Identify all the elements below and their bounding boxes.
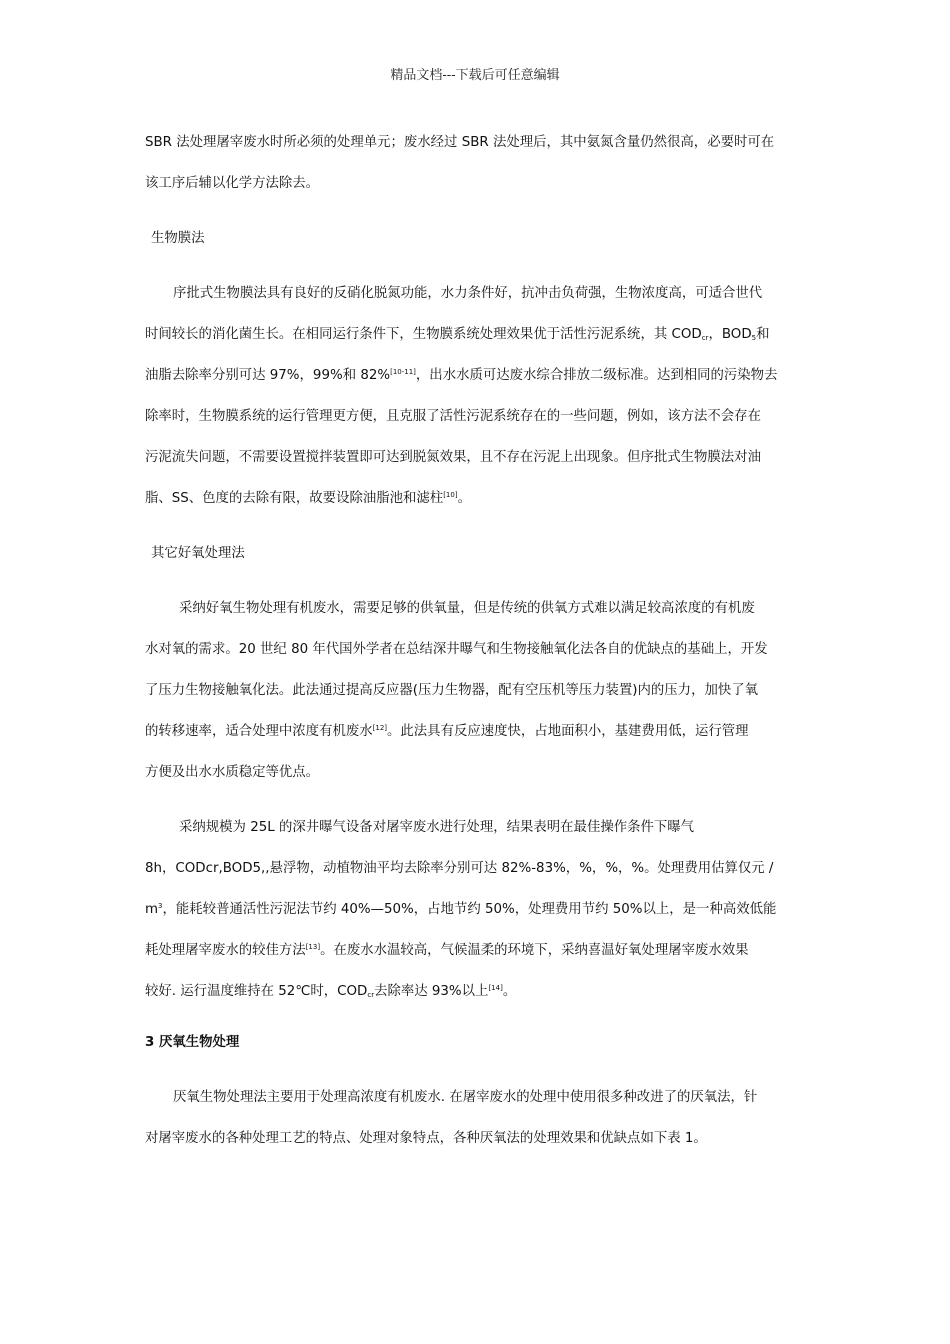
text-run: 较好. 运行温度维持在 52℃时，COD bbox=[145, 984, 368, 999]
text-line bbox=[145, 478, 805, 519]
text-line: 水对氧的需求。20 世纪 80 年代国外学者在总结深井曝气和生物接触氧化法各自的优缺点的基础上，开发 bbox=[145, 642, 768, 657]
text-run: 油脂去除率分别可达 97%，99%和 82% bbox=[145, 368, 391, 383]
text-run: 脂、SS、色度的去除有限，故要设除油脂池和滤柱 bbox=[145, 491, 444, 506]
page-header: 精品文档---下载后可任意编辑 bbox=[390, 68, 560, 83]
text-run: m bbox=[145, 902, 159, 917]
subscript: 5 bbox=[751, 334, 757, 342]
text-line bbox=[145, 930, 805, 971]
section-heading-anaerobic: 3 厌氧生物处理 bbox=[145, 1035, 240, 1050]
text-line: 方便及出水水质稳定等优点。 bbox=[145, 765, 320, 780]
paragraph-deep-well-aeration bbox=[145, 807, 805, 1012]
subscript: cr bbox=[367, 991, 375, 999]
text-line: 了压力生物接触氧化法。此法通过提高反应器(压力生物器，配有空压机等压力装置)内的压力，加快了氧 bbox=[145, 683, 759, 698]
citation-ref: [14] bbox=[488, 984, 503, 992]
text-line bbox=[145, 711, 805, 752]
text-line: 污泥流失问题，不需要设置搅拌装置即可达到脱氮效果，且不存在污泥上出现象。但序批式生物膜法对油 bbox=[145, 450, 761, 465]
subscript: cr bbox=[701, 334, 709, 342]
text-run: 。在废水水温较高，气候温柔的环境下，采纳喜温好氧处理屠宰废水效果 bbox=[320, 943, 749, 958]
text-run: 。 bbox=[502, 984, 517, 999]
section-heading-biofilm: 生物膜法 bbox=[151, 231, 205, 246]
text-run: 。此法具有反应速度快，占地面积小，基建费用低，运行管理 bbox=[387, 724, 749, 739]
paragraph-anaerobic bbox=[145, 1077, 805, 1159]
text-run: ，出水水质可达废水综合排放二级标准。达到相同的污染物去 bbox=[415, 368, 778, 383]
section-heading-other-aerobic: 其它好氧处理法 bbox=[151, 546, 245, 561]
citation-ref: [13] bbox=[305, 943, 321, 951]
text-line: 采纳好氧生物处理有机废水，需要足够的供氧量，但是传统的供氧方式难以满足较高浓度的有机废 bbox=[179, 601, 755, 616]
text-line: SBR 法处理屠宰废水时所必须的处理单元；废水经过 SBR 法处理后，其中氨氮含量仍然很高，必要时可在 bbox=[145, 135, 775, 150]
text-run: 。 bbox=[457, 491, 471, 506]
paragraph-biofilm bbox=[145, 273, 805, 519]
paragraph-pressure-oxidation bbox=[145, 588, 805, 793]
text-run: 的转移速率，适合处理中浓度有机废水 bbox=[145, 724, 373, 739]
text-run: ，BOD bbox=[708, 327, 752, 342]
text-line bbox=[145, 355, 805, 396]
text-run: 耗处理屠宰废水的较佳方法 bbox=[145, 943, 306, 958]
text-line: 除率时，生物膜系统的运行管理更方便，且克服了活性污泥系统存在的一些问题，例如，该方法不会存在 bbox=[145, 409, 761, 424]
citation-ref: [10-11] bbox=[390, 368, 416, 376]
text-run: 和 bbox=[756, 327, 770, 342]
text-run: ，能耗较普通活性污泥法节约 40%—50%，占地节约 50%，处理费用节约 50%以上，是一种高效低能 bbox=[162, 902, 777, 917]
text-line bbox=[145, 889, 805, 930]
text-run: 去除率达 93%以上 bbox=[374, 984, 489, 999]
text-line bbox=[145, 971, 805, 1012]
text-line: 厌氧生物处理法主要用于处理高浓度有机废水. 在屠宰废水的处理中使用很多种改进了的厌氧法，针 bbox=[173, 1090, 758, 1105]
text-line: 序批式生物膜法具有良好的反硝化脱氮功能，水力条件好，抗冲击负荷强，生物浓度高，可适合世代 bbox=[173, 286, 763, 301]
document-body bbox=[145, 122, 805, 1159]
citation-ref: [10] bbox=[443, 491, 458, 499]
text-line: 该工序后辅以化学方法除去。 bbox=[145, 176, 320, 191]
text-run: 时间较长的消化菌生长。在相同运行条件下，生物膜系统处理效果优于活性污泥系统，其 COD bbox=[145, 327, 702, 342]
citation-ref: [12] bbox=[372, 724, 388, 732]
text-line bbox=[145, 314, 805, 355]
text-line: 对屠宰废水的各种处理工艺的特点、处理对象特点，各种厌氧法的处理效果和优缺点如下表 1。 bbox=[145, 1131, 707, 1146]
paragraph-sbr bbox=[145, 122, 805, 204]
text-line: 8h，CODcr,BOD5,,悬浮物，动植物油平均去除率分别可达 82%-83%，%，%，%。处理费用估算仅元 / bbox=[145, 861, 774, 876]
superscript: 3 bbox=[158, 902, 163, 910]
text-line: 采纳规模为 25L 的深井曝气设备对屠宰废水进行处理，结果表明在最佳操作条件下曝气 bbox=[179, 820, 695, 835]
